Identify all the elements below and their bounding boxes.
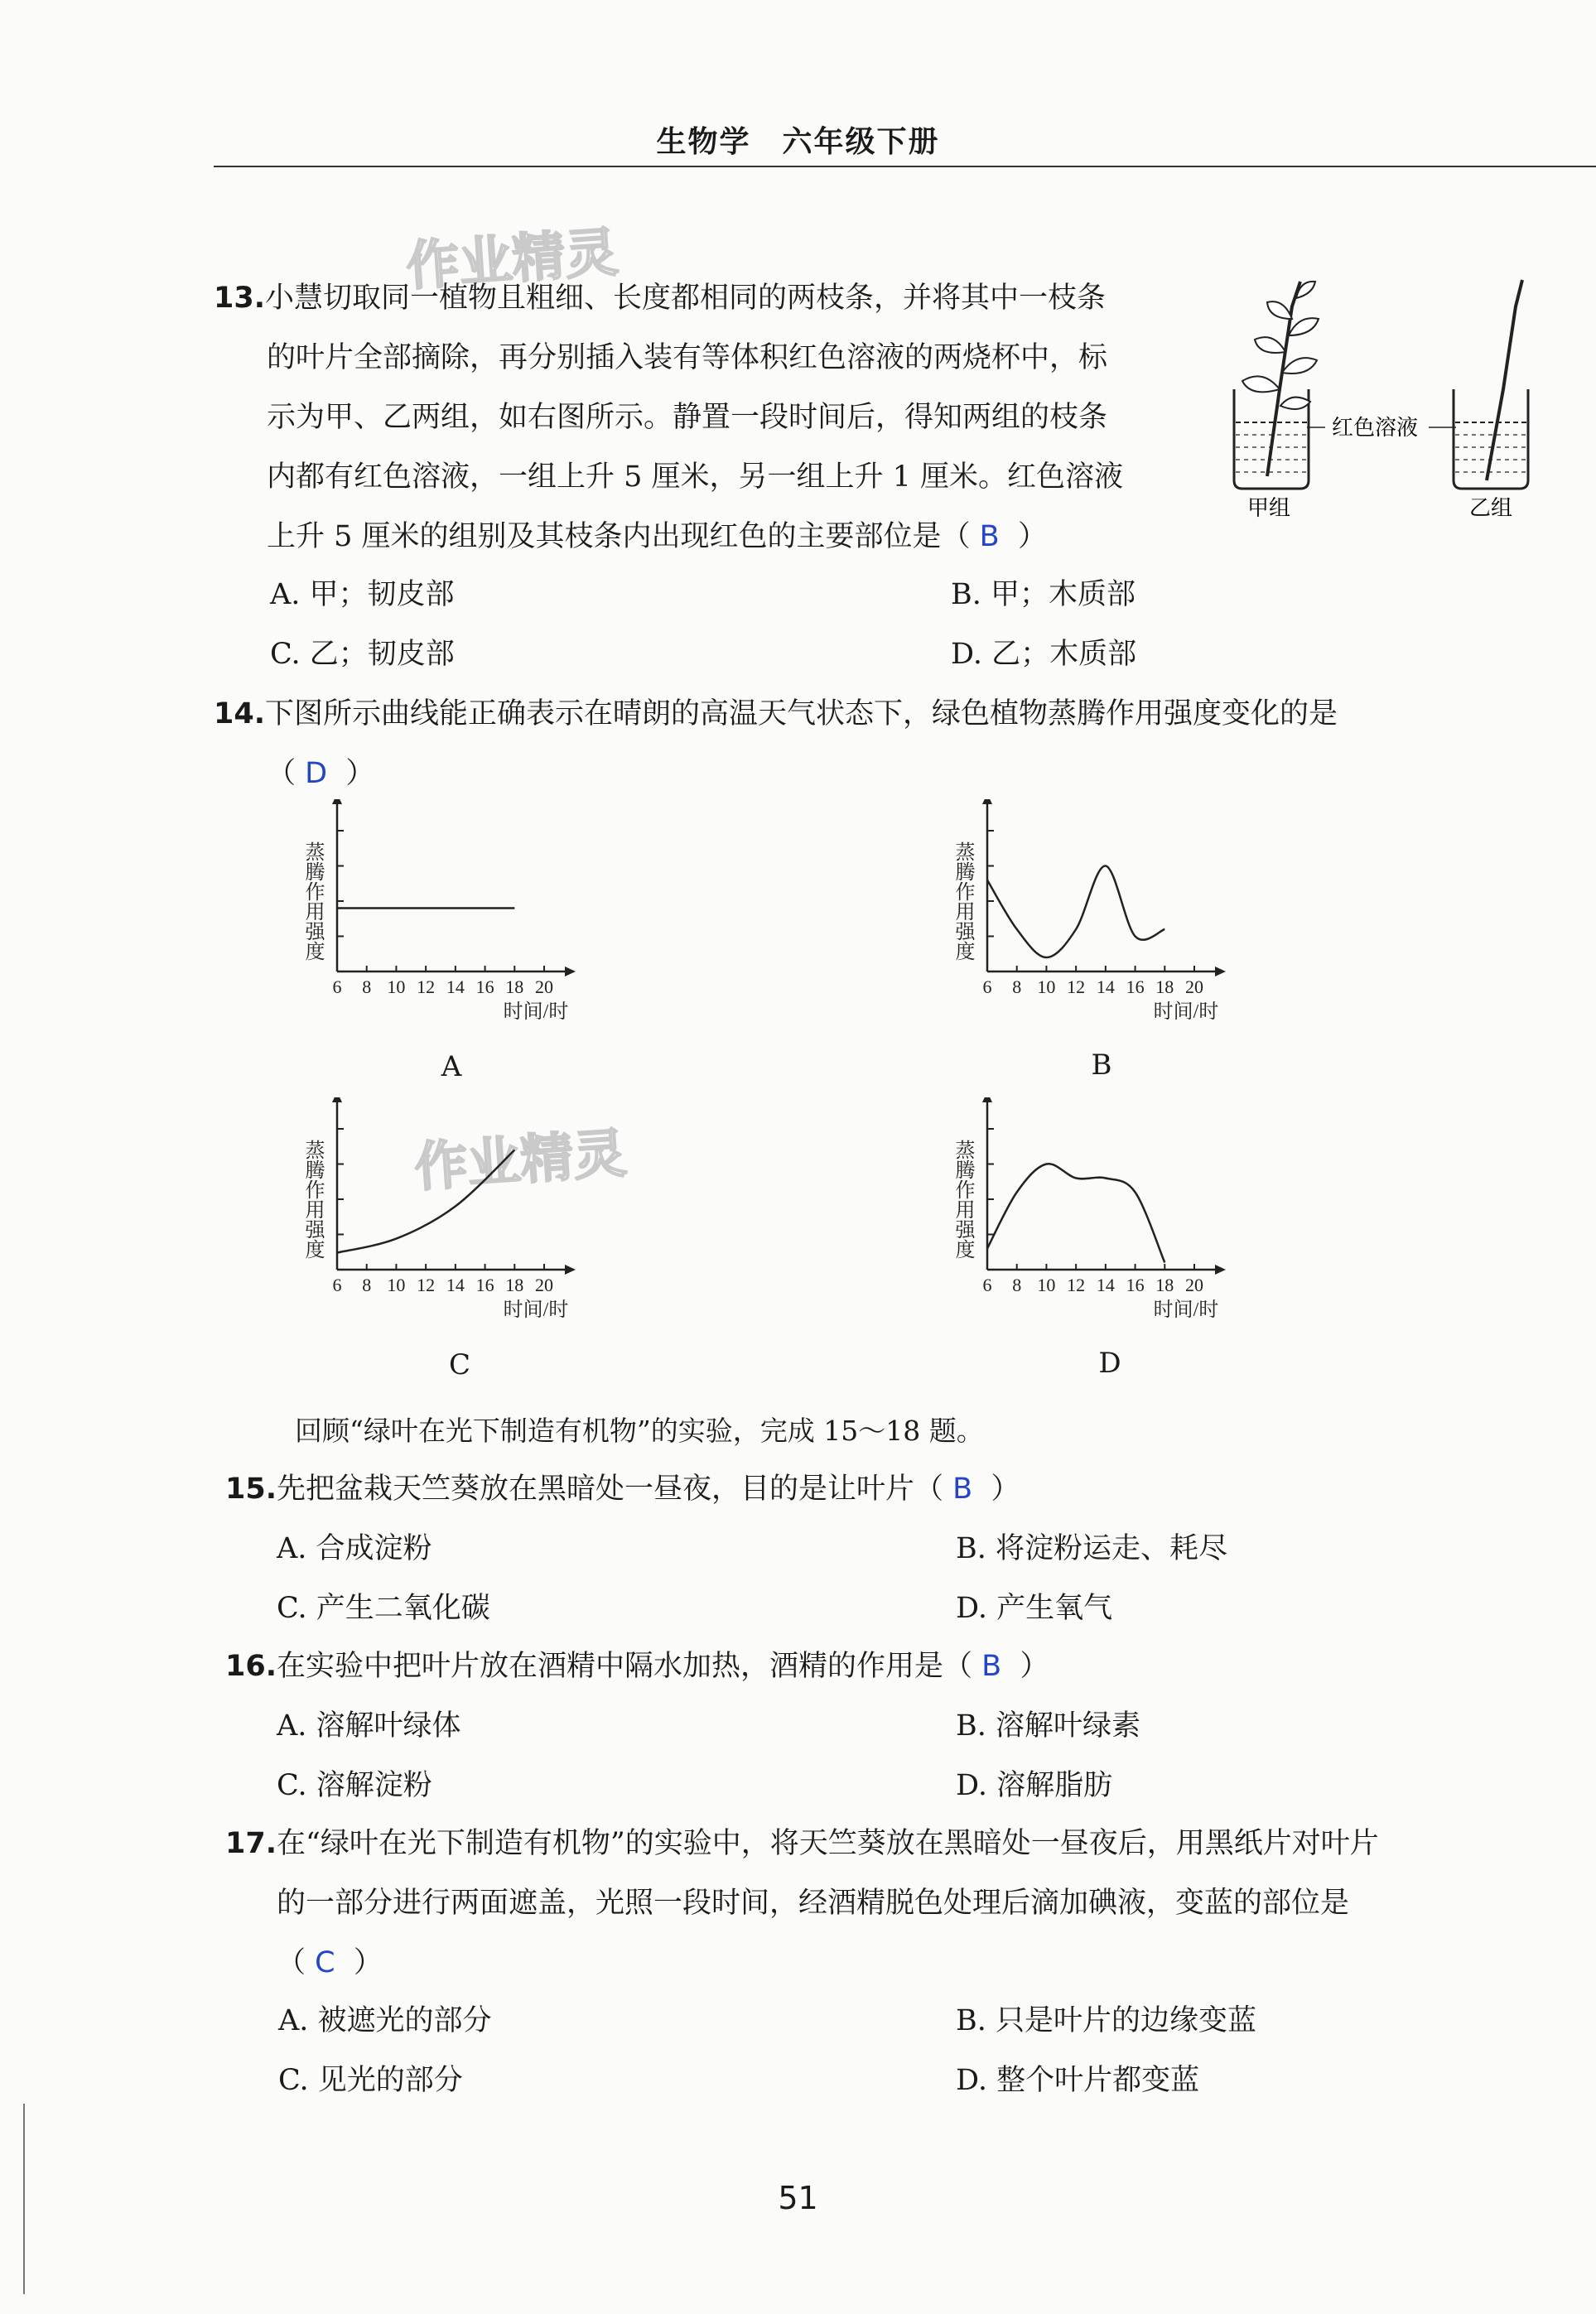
q13-answer: B: [979, 520, 1000, 553]
x-axis-arrow-icon: [565, 967, 576, 976]
q13-beaker-figure: [1217, 273, 1549, 522]
x-tick-label: 10: [1037, 976, 1056, 997]
x-axis-arrow-icon: [565, 1265, 576, 1275]
x-tick-label: 12: [417, 976, 436, 997]
q17-option-a: A. 被遮光的部分: [278, 2004, 492, 2037]
x-tick-label: 10: [387, 1275, 406, 1295]
header-divider: [214, 166, 1596, 167]
x-tick-label: 20: [1185, 976, 1203, 997]
q17-option-b: B. 只是叶片的边缘变蓝: [956, 2004, 1256, 2037]
x-tick-label: 8: [362, 1275, 372, 1295]
x-tick-label: 18: [1155, 1275, 1174, 1295]
watermark: 作业精灵: [404, 222, 620, 298]
x-axis-arrow-icon: [1215, 967, 1226, 976]
q17-line-2: 的一部分进行两面遮盖，光照一段时间，经酒精脱色处理后滴加碘液，变蓝的部位是: [277, 1887, 1350, 1920]
q14-line-2: （ D ）: [267, 757, 375, 790]
label-red-solution: 红色溶液: [1331, 416, 1419, 440]
beaker-yi: [1454, 280, 1528, 489]
q17-line-1: 17.在“绿叶在光下制造有机物”的实验中，将天竺葵放在黑暗处一昼夜后，用黑纸片对叶片: [225, 1827, 1379, 1860]
watermark: 作业精灵: [412, 1123, 629, 1199]
x-tick-label: 16: [1126, 1275, 1145, 1295]
q13-option-d: D. 乙；木质部: [951, 638, 1137, 671]
q13-line-5: 上升 5 厘米的组别及其枝条内出现红色的主要部位是（ B ）: [267, 520, 1047, 553]
q14-line-1: 14.下图所示曲线能正确表示在晴朗的高温天气状态下，绿色植物蒸腾作用强度变化的是: [214, 697, 1338, 730]
graph-a: [294, 799, 576, 1031]
y-axis-arrow-icon: [332, 799, 342, 804]
x-tick-label: 6: [332, 1275, 342, 1295]
y-axis-arrow-icon: [982, 799, 992, 804]
x-tick-label: 16: [475, 1275, 494, 1295]
y-axis-arrow-icon: [982, 1097, 992, 1102]
q13-option-c: C. 乙；韧皮部: [270, 638, 455, 671]
page-header-title: 生物学 六年级下册: [656, 125, 940, 159]
x-tick-label: 8: [362, 976, 372, 997]
x-tick-label: 14: [446, 1275, 465, 1295]
graph-c: [294, 1097, 576, 1329]
x-tick-label: 6: [982, 1275, 992, 1295]
x-tick-label: 18: [1155, 976, 1174, 997]
scan-edge-line: [23, 2104, 25, 2294]
q13-line-3: 示为甲、乙两组，如右图所示。静置一段时间后，得知两组的枝条: [267, 401, 1108, 434]
page-number: 51: [778, 2180, 818, 2216]
x-tick-label: 14: [1096, 1275, 1115, 1295]
transpiration-curve: [987, 1164, 1164, 1262]
q17-answer: C: [315, 1946, 335, 1979]
q16-stem: 16.在实验中把叶片放在酒精中隔水加热，酒精的作用是（ B ）: [225, 1650, 1049, 1683]
q14-number: 14.: [214, 697, 266, 730]
q16-option-a: A. 溶解叶绿体: [277, 1709, 461, 1743]
q15-answer: B: [952, 1473, 973, 1506]
x-axis-label: 时间/时: [503, 1001, 569, 1023]
x-tick-label: 14: [446, 976, 465, 997]
y-axis-label: 蒸腾作用强度: [301, 1140, 323, 1259]
section-intro: 回顾“绿叶在光下制造有机物”的实验，完成 15～18 题。: [295, 1415, 984, 1447]
graph-caption-a: A: [441, 1050, 462, 1083]
y-axis-arrow-icon: [332, 1097, 342, 1102]
x-tick-label: 10: [1037, 1275, 1056, 1295]
label-group-jia: 甲组: [1246, 496, 1291, 520]
q15-number: 15.: [225, 1473, 277, 1506]
q14-answer: D: [305, 757, 328, 790]
x-tick-label: 16: [475, 976, 494, 997]
transpiration-curve: [337, 1150, 514, 1253]
q13-option-b: B. 甲；木质部: [951, 578, 1136, 611]
q13-line-2: 的叶片全部摘除，再分别插入装有等体积红色溶液的两烧杯中，标: [267, 341, 1108, 374]
x-tick-label: 20: [535, 976, 553, 997]
x-tick-label: 12: [1067, 976, 1086, 997]
x-tick-label: 12: [417, 1275, 436, 1295]
q13-number: 13.: [214, 282, 266, 315]
x-tick-label: 18: [505, 1275, 524, 1295]
label-group-yi: 乙组: [1468, 496, 1513, 520]
x-tick-label: 8: [1012, 976, 1022, 997]
x-axis-label: 时间/时: [1153, 1299, 1219, 1321]
q17-number: 17.: [225, 1827, 277, 1860]
graph-caption-b: B: [1091, 1049, 1112, 1082]
q16-option-d: D. 溶解脂肪: [956, 1769, 1113, 1802]
x-axis-label: 时间/时: [503, 1299, 569, 1321]
transpiration-curve: [987, 865, 1164, 957]
q17-option-d: D. 整个叶片都变蓝: [956, 2064, 1200, 2097]
q17-option-c: C. 见光的部分: [278, 2064, 463, 2097]
q16-number: 16.: [225, 1650, 277, 1683]
y-axis-label: 蒸腾作用强度: [952, 1140, 973, 1259]
y-axis-label: 蒸腾作用强度: [952, 841, 973, 961]
x-tick-label: 12: [1067, 1275, 1086, 1295]
x-tick-label: 18: [505, 976, 524, 997]
x-axis-arrow-icon: [1215, 1265, 1226, 1275]
q15-option-d: D. 产生氧气: [956, 1592, 1113, 1625]
q13-option-a: A. 甲；韧皮部: [270, 578, 455, 611]
x-tick-label: 14: [1096, 976, 1115, 997]
q13-line-1: 13.小慧切取同一植物且粗细、长度都相同的两枝条，并将其中一枝条: [214, 282, 1107, 315]
x-axis-label: 时间/时: [1153, 1001, 1219, 1023]
x-tick-label: 6: [982, 976, 992, 997]
q15-option-b: B. 将淀粉运走、耗尽: [956, 1532, 1227, 1565]
x-tick-label: 10: [387, 976, 406, 997]
x-tick-label: 20: [1185, 1275, 1203, 1295]
x-tick-label: 6: [332, 976, 342, 997]
y-axis-label: 蒸腾作用强度: [301, 841, 323, 961]
q13-line-4: 内都有红色溶液，一组上升 5 厘米，另一组上升 1 厘米。红色溶液: [267, 460, 1124, 494]
q15-option-c: C. 产生二氧化碳: [277, 1592, 490, 1625]
graph-b: [944, 799, 1226, 1031]
graph-caption-c: C: [448, 1348, 470, 1381]
q16-option-b: B. 溶解叶绿素: [956, 1709, 1140, 1743]
x-tick-label: 20: [535, 1275, 553, 1295]
q15-option-a: A. 合成淀粉: [277, 1532, 432, 1565]
graph-caption-d: D: [1098, 1347, 1121, 1380]
graph-d: [944, 1097, 1226, 1329]
x-tick-label: 16: [1126, 976, 1145, 997]
q15-stem: 15.先把盆栽天竺葵放在黑暗处一昼夜，目的是让叶片（ B ）: [225, 1473, 1020, 1506]
q16-answer: B: [981, 1650, 1002, 1683]
q16-option-c: C. 溶解淀粉: [277, 1769, 432, 1802]
q17-line-3: （ C ）: [277, 1946, 383, 1979]
x-tick-label: 8: [1012, 1275, 1022, 1295]
